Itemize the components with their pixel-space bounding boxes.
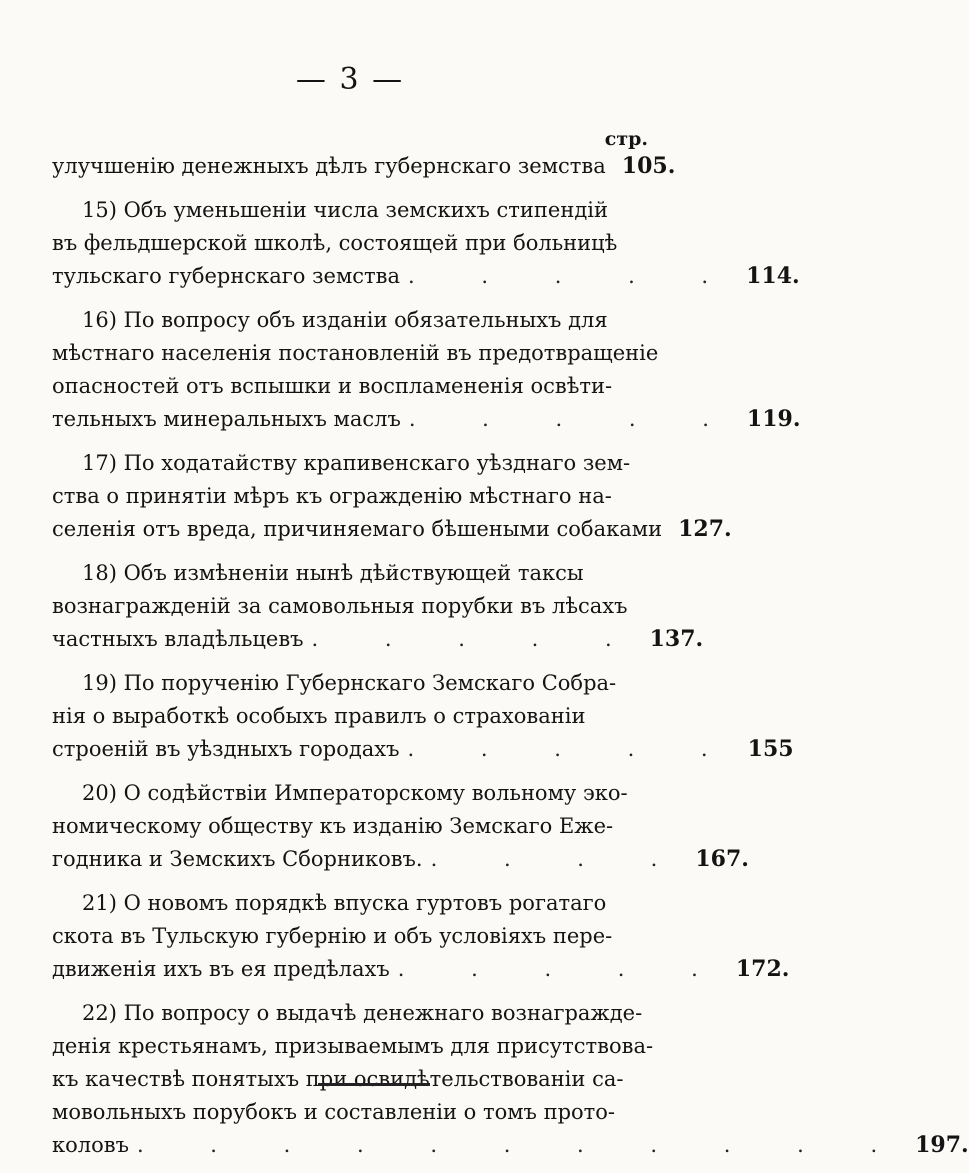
toc-entry-text: тельныхъ минеральныхъ маслъ bbox=[52, 407, 401, 431]
toc-page-number: 197. bbox=[915, 1132, 969, 1158]
toc-entry-last-line bbox=[52, 843, 749, 876]
toc-entry-text: 16) По вопросу объ изданіи обязательныхъ для bbox=[82, 308, 608, 332]
toc-entry-line bbox=[52, 480, 664, 513]
toc-entry-line bbox=[52, 557, 664, 590]
toc-entry-line bbox=[52, 370, 664, 403]
toc-entry-text: строеній въ уѣздныхъ городахъ bbox=[52, 737, 400, 761]
toc-entry bbox=[52, 667, 794, 766]
toc-entry-line bbox=[52, 337, 664, 370]
toc-entry-last-line bbox=[52, 623, 704, 656]
toc-entry bbox=[52, 150, 676, 183]
toc-entry-text: коловъ bbox=[52, 1133, 129, 1157]
toc-entry-text: номическому обществу къ изданію Земскаго Еже- bbox=[52, 814, 614, 838]
toc-entry-text: вознагражденій за самовольныя порубки въ лѣсахъ bbox=[52, 594, 628, 618]
toc-entry-line bbox=[52, 194, 664, 227]
toc-entry-line bbox=[52, 1063, 664, 1096]
toc-entry-last-line bbox=[52, 150, 676, 183]
dot-leader: . . . . . bbox=[397, 957, 728, 981]
toc-entry-line bbox=[52, 304, 664, 337]
toc-page-number: 155 bbox=[747, 736, 794, 762]
toc-entry-text: годника и Земскихъ Сборниковъ. bbox=[52, 847, 423, 871]
toc-entry-text: въ фельдшерской школѣ, состоящей при больницѣ bbox=[52, 231, 618, 255]
table-of-contents bbox=[52, 150, 969, 1173]
toc-entry-text: движенія ихъ въ ея предѣлахъ bbox=[52, 957, 390, 981]
page-column-header: стр. bbox=[604, 128, 648, 150]
toc-entry-last-line bbox=[52, 260, 800, 293]
dot-leader: . . . . . bbox=[408, 407, 739, 431]
dot-leader: . . . . . bbox=[311, 627, 642, 651]
toc-page-number: 105. bbox=[621, 153, 676, 179]
toc-entry-line bbox=[52, 1096, 664, 1129]
toc-entry bbox=[52, 777, 749, 876]
toc-entry-text: 15) Объ уменьшеніи числа земскихъ стипендій bbox=[82, 198, 608, 222]
toc-entry-line bbox=[52, 1030, 664, 1063]
toc-entry-line bbox=[52, 447, 664, 480]
toc-entry-text: 17) По ходатайству крапивенскаго уѣзднаго зем- bbox=[82, 451, 631, 475]
page-number: — 3 — bbox=[295, 62, 405, 97]
toc-entry-line bbox=[52, 227, 664, 260]
toc-entry-line bbox=[52, 667, 664, 700]
toc-entry bbox=[52, 304, 801, 436]
toc-page-number: 137. bbox=[649, 626, 704, 652]
toc-entry bbox=[52, 194, 800, 293]
toc-entry-text: нія о выработкѣ особыхъ правилъ о страхованіи bbox=[52, 704, 586, 728]
toc-entry-text: скота въ Тульскую губернію и объ условіяхъ пере- bbox=[52, 924, 613, 948]
toc-entry-last-line bbox=[52, 953, 790, 986]
toc-page-number: 127. bbox=[678, 516, 732, 542]
toc-entry-text: частныхъ владѣльцевъ bbox=[52, 627, 304, 651]
toc-entry-line bbox=[52, 777, 664, 810]
dot-leader: . . . . . bbox=[407, 737, 738, 761]
toc-entry-last-line bbox=[52, 513, 732, 546]
toc-entry-text: ства о принятіи мѣръ къ огражденію мѣстнаго на- bbox=[52, 484, 612, 508]
toc-entry bbox=[52, 887, 790, 986]
toc-entry-text: денія крестьянамъ, призываемымъ для присутствова- bbox=[52, 1034, 654, 1058]
toc-entry-text: къ качествѣ понятыхъ при освидѣтельствованіи са- bbox=[52, 1067, 624, 1091]
toc-entry-last-line bbox=[52, 1129, 969, 1162]
toc-entry-text: 21) О новомъ порядкѣ впуска гуртовъ рогатаго bbox=[82, 891, 607, 915]
toc-entry-line bbox=[52, 997, 664, 1030]
toc-entry-text: опасностей отъ вспышки и воспламененія освѣти- bbox=[52, 374, 613, 398]
toc-entry-line bbox=[52, 920, 664, 953]
toc-entry-line bbox=[52, 810, 664, 843]
toc-page-number: 172. bbox=[735, 956, 790, 982]
toc-entry-text: улучшенію денежныхъ дѣлъ губернскаго земства bbox=[52, 154, 606, 178]
toc-entry-last-line bbox=[52, 733, 794, 766]
toc-entry-line bbox=[52, 700, 664, 733]
toc-entry-text: селенія отъ вреда, причиняемаго бѣшеными собаками bbox=[52, 517, 663, 541]
toc-page-number: 167. bbox=[695, 846, 749, 872]
toc-entry-text: мѣстнаго населенія постановленій въ предотвращеніе bbox=[52, 341, 659, 365]
toc-page-number: 119. bbox=[746, 406, 801, 432]
toc-entry-text: 22) По вопросу о выдачѣ денежнаго вознагражде- bbox=[82, 1001, 643, 1025]
dot-leader: . . . . bbox=[430, 847, 688, 871]
toc-entry-text: 20) О содѣйствіи Императорскому вольному эко- bbox=[82, 781, 628, 805]
toc-entry bbox=[52, 447, 732, 546]
toc-entry-last-line bbox=[52, 403, 801, 436]
toc-page-number: 114. bbox=[746, 263, 800, 289]
toc-entry bbox=[52, 557, 704, 656]
toc-entry-text: мовольныхъ порубокъ и составленіи о томъ прото- bbox=[52, 1100, 616, 1124]
toc-entry-text: 18) Объ измѣненіи нынѣ дѣйствующей таксы bbox=[82, 561, 584, 585]
toc-entry-line bbox=[52, 590, 664, 623]
toc-entry-line bbox=[52, 887, 664, 920]
toc-entry-text: 19) По порученію Губернскаго Земскаго Собра- bbox=[82, 671, 617, 695]
dot-leader: . . . . . . . . . . . bbox=[136, 1133, 908, 1157]
dot-leader: . . . . . bbox=[408, 264, 739, 288]
toc-entry-text: тульскаго губернскаго земства bbox=[52, 264, 401, 288]
closing-rule bbox=[318, 1083, 430, 1086]
toc-entry bbox=[52, 997, 969, 1162]
